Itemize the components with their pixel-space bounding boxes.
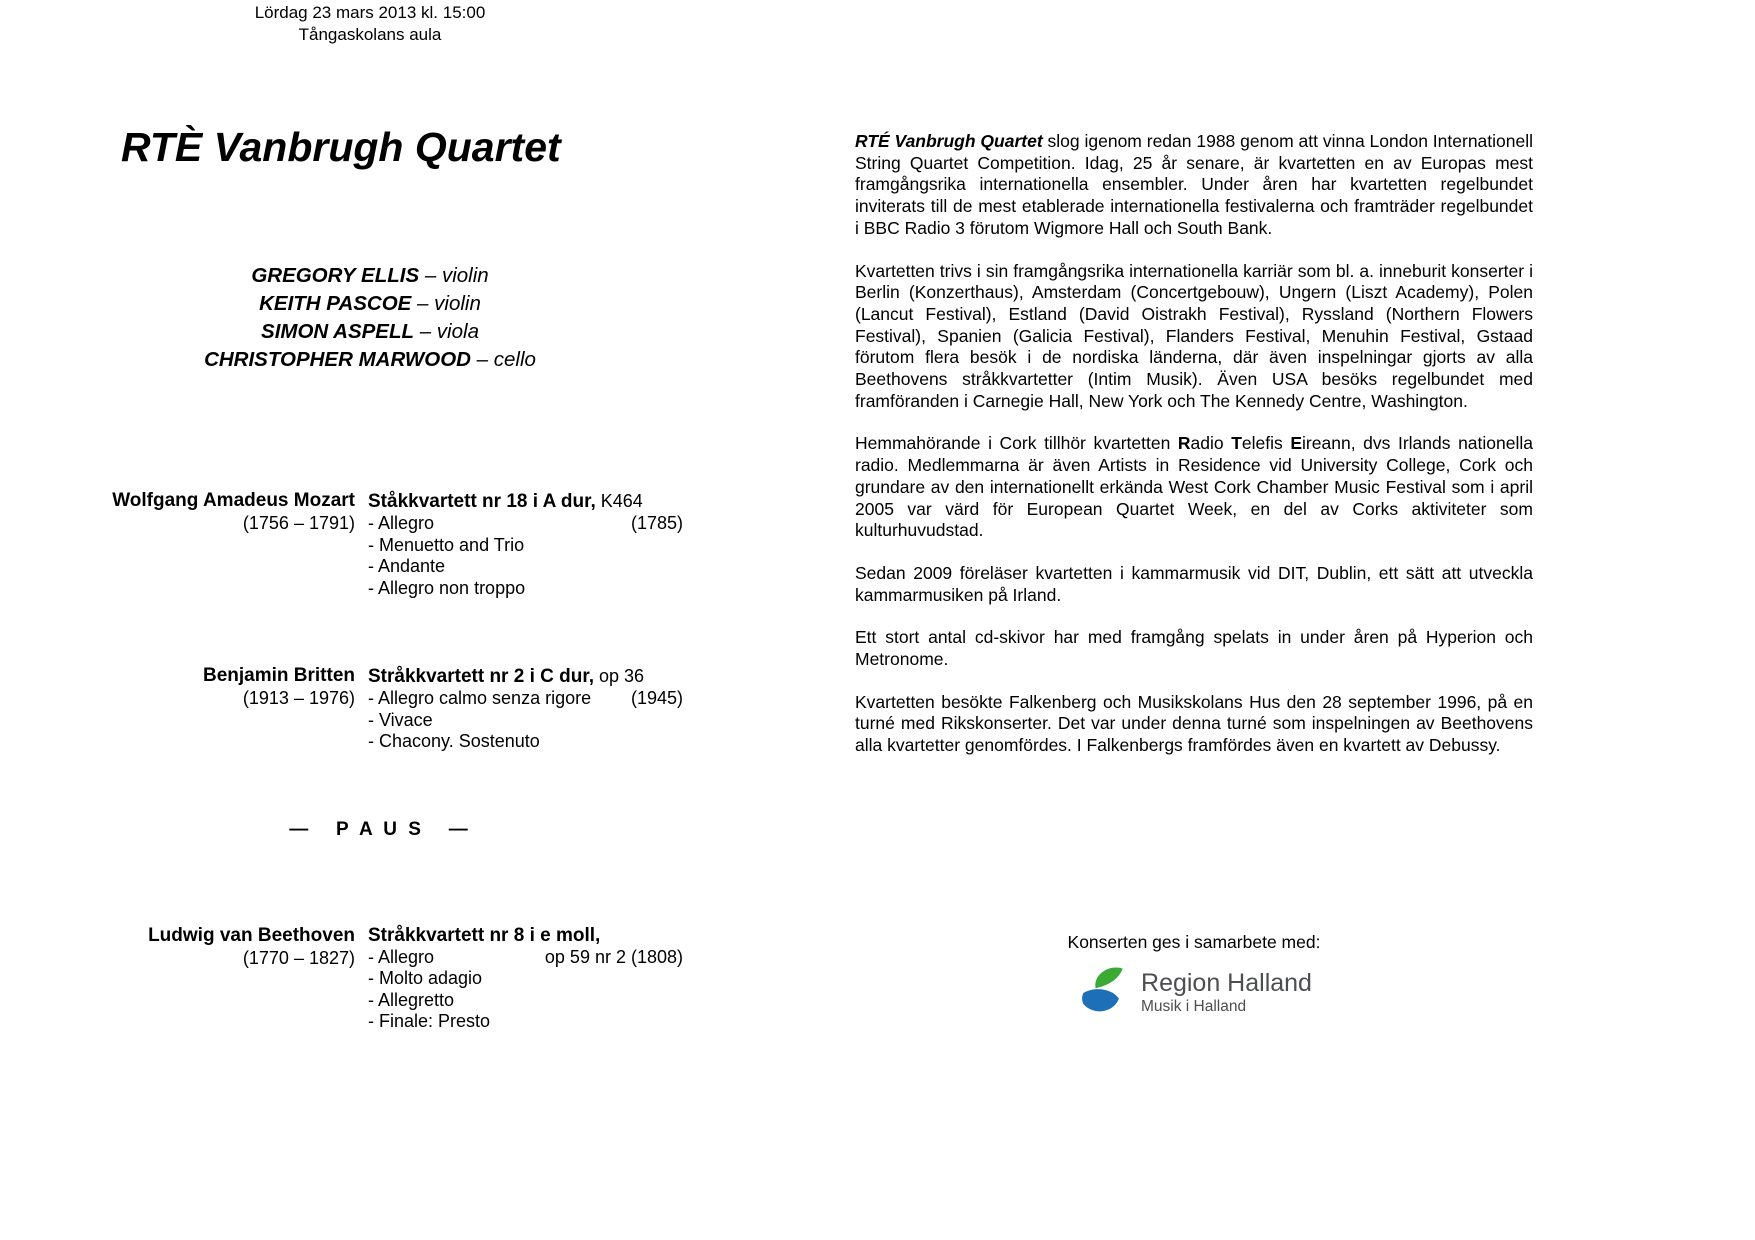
text-run: elefis	[1241, 433, 1291, 454]
left-page	[0, 0, 780, 1240]
work-title	[368, 925, 683, 947]
work-title	[368, 490, 683, 513]
movement-line	[368, 710, 683, 732]
work-title-suffix: op 36	[593, 666, 645, 686]
piece-composer	[65, 925, 355, 1033]
logo-title: Region Halland	[1141, 968, 1312, 997]
piece-composer	[65, 665, 355, 753]
program-piece	[65, 925, 695, 1033]
partner-heading: Konserten ges i samarbete med:	[1067, 932, 1321, 952]
movement-name: - Chacony. Sostenuto	[368, 731, 540, 751]
movement-name: - Allegretto	[368, 989, 455, 1010]
movement-line	[368, 990, 683, 1012]
performer-name: GREGORY ELLIS	[251, 264, 420, 287]
logo-subtitle: Musik i Halland	[1141, 997, 1247, 1015]
work-title	[368, 665, 683, 688]
about-paragraph	[855, 692, 1533, 757]
movement-line	[368, 535, 683, 557]
performer-name: KEITH PASCOE	[259, 292, 412, 315]
performer-instrument: – cello	[470, 348, 536, 371]
performer-row	[0, 262, 740, 290]
text-run: Hemmahörande i Cork tillhör kvartetten	[855, 433, 1178, 454]
performer-name: SIMON ASPELL	[261, 320, 415, 343]
movement-line	[368, 513, 683, 535]
performer-instrument: – violin	[419, 264, 489, 287]
intermission-label: — P A U S —	[289, 818, 471, 840]
movement-year: (1945)	[630, 688, 683, 708]
about-paragraph	[855, 261, 1533, 413]
event-venue: Tångaskolans aula	[298, 25, 442, 44]
performer-row	[0, 318, 740, 346]
work-title-text: Stråkkvartett nr 8 i e moll,	[368, 924, 601, 946]
movement-name: - Finale: Presto	[368, 1011, 491, 1031]
composer-name: Ludwig van Beethoven	[148, 924, 355, 946]
text-run: slog igenom redan 1988 genom att vinna London Internationell String Quartet Competition. Idag, 25 år senare, är kvartetten en av Europas mest framgångsrika internationella ensembler. Under åren har kvartetten regelbundet inviterats till de mest etablerade internationella festivalerna och framträder regelbundet i BBC Radio 3 förutom Wigmore Hall och South Bank.	[855, 131, 1534, 238]
event-info	[0, 2, 740, 46]
movement-line	[368, 688, 683, 710]
performer-row	[0, 346, 740, 374]
composer-name: Benjamin Britten	[202, 665, 355, 686]
composer-years: (1756 – 1791)	[242, 513, 355, 533]
partner-section	[855, 932, 1533, 1021]
composer-years: (1770 – 1827)	[242, 947, 355, 968]
performer-instrument: – violin	[411, 292, 481, 315]
movement-line	[368, 947, 683, 969]
about-paragraph	[855, 433, 1533, 542]
work-title-text: Ståkkvartett nr 18 i A dur,	[368, 491, 596, 512]
movement-name: - Molto adagio	[368, 968, 483, 988]
logo-text	[1141, 969, 1312, 1016]
about-paragraph	[855, 563, 1533, 606]
right-page	[855, 131, 1533, 1231]
performer-name: CHRISTOPHER MARWOOD	[204, 348, 471, 371]
movement-line	[368, 968, 683, 990]
movement-name: - Allegro non troppo	[368, 577, 526, 598]
work-title-text: Stråkkvartett nr 2 i C dur,	[368, 666, 594, 687]
program-piece	[65, 490, 695, 599]
text-run: Kvartetten besökte Falkenberg och Musikskolans Hus den 28 september 1996, på en turné med Rikskonserter. Det var under denna turné som inspelningen av Beethovens alla kvartetter genomfördes. I Falkenbergs framfördes även en kvartett av Debussy.	[855, 691, 1533, 756]
movement-year: (1785)	[630, 513, 683, 533]
text-run: T	[1231, 433, 1242, 454]
text-run: adio	[1190, 433, 1232, 454]
composer-years: (1913 – 1976)	[242, 688, 355, 708]
movement-line	[368, 1011, 683, 1033]
piece-work	[368, 925, 683, 1033]
movement-name: - Allegro	[368, 946, 435, 967]
text-run: ireann, dvs Irlands nationella radio. Medlemmarna är även Artists in Residence vid University College, Cork och grundare av den internationellt erkända West Cork Chamber Music Festival som i april 2005 var värd för European Quartet Week, en del av Corks aktiviteter som kulturhuvudstad.	[855, 433, 1533, 541]
text-run: E	[1290, 433, 1303, 454]
movement-name: - Andante	[368, 556, 446, 576]
region-halland-logo	[855, 963, 1533, 1021]
text-run: Sedan 2009 föreläser kvartetten i kammarmusik vid DIT, Dublin, ett sätt att utveckla kammarmusiken på Irland.	[855, 562, 1533, 605]
performer-instrument: – viola	[414, 320, 479, 343]
movement-name: - Menuetto and Trio	[368, 534, 525, 555]
program-piece	[65, 665, 695, 753]
text-run: R	[1177, 433, 1191, 454]
about-paragraphs	[855, 131, 1533, 757]
movement-name: - Allegro calmo senza rigore	[368, 688, 592, 708]
movement-year: op 59 nr 2 (1808)	[544, 946, 683, 967]
composer-name: Wolfgang Amadeus Mozart	[112, 490, 355, 511]
page-title: RTÈ Vanbrugh Quartet	[121, 124, 561, 170]
about-paragraph	[855, 627, 1533, 670]
movement-line	[368, 731, 683, 753]
text-run: Kvartetten trivs i sin framgångsrika internationella karriär som bl. a. inneburit konserter i Berlin (Konzerthaus), Amsterdam (Concertgebouw), Ungern (Liszt Academy), Polen (Lancut Festival), Estland (David Oistrakh Festival), Ryssland (Northern Flowers Festival), Spanien (Galicia Festival), Flanders Festival, Menuhin Festival, Gstaad förutom flera besök i de nordiska länderna, där även inspelningar gjorts av alla Beethovens stråkkvartetter (Intim Musik). Även USA besöks regelbundet med framföranden i Carnegie Hall, New York och The Kennedy Centre, Washington.	[855, 260, 1533, 411]
piece-work	[368, 490, 683, 599]
text-run: Ett stort antal cd-skivor har med framgång spelats in under åren på Hyperion och Metronome.	[855, 627, 1533, 670]
performers-list	[0, 262, 740, 374]
about-paragraph	[855, 131, 1533, 240]
movement-line	[368, 578, 683, 600]
program-list	[65, 490, 695, 1099]
region-halland-logo-icon	[1076, 963, 1132, 1021]
movement-name: - Vivace	[368, 709, 433, 730]
performer-row	[0, 290, 740, 318]
movement-name: - Allegro	[368, 513, 435, 533]
text-run: RTÉ Vanbrugh Quartet	[855, 131, 1043, 151]
work-title-suffix: K464	[595, 491, 643, 511]
event-date: Lördag 23 mars 2013 kl. 15:00	[254, 3, 486, 22]
piece-work	[368, 665, 683, 753]
movement-line	[368, 556, 683, 578]
piece-composer	[65, 490, 355, 599]
